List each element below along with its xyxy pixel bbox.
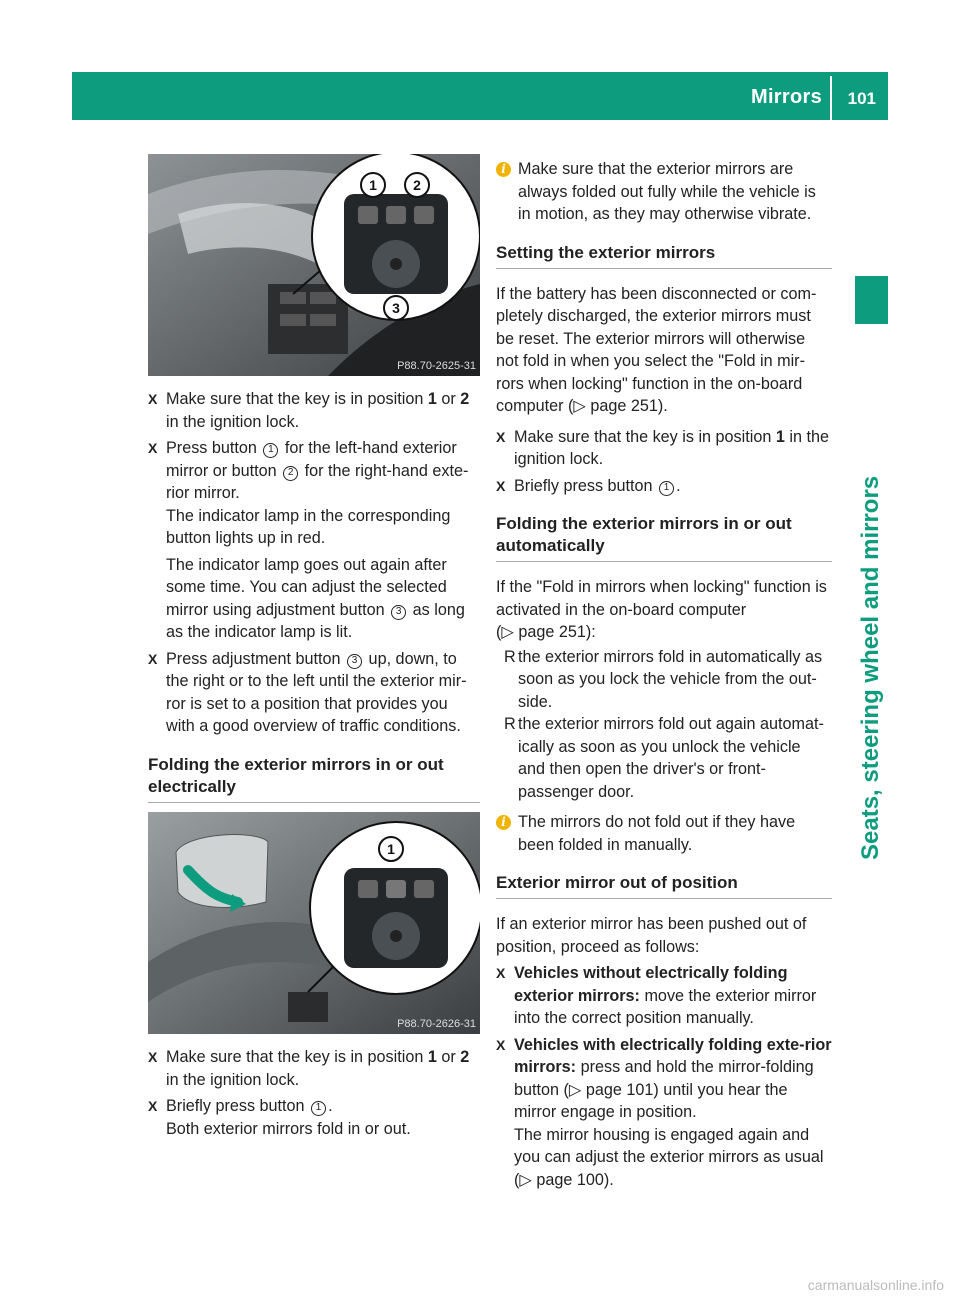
step-item: X Briefly press button 1 . Both exterior mirrors fold in or out. (148, 1097, 411, 1138)
header-divider (830, 76, 832, 120)
section-title: Mirrors (750, 86, 822, 108)
arrow-icon: ▷ (573, 397, 586, 415)
step-item: X Briefly press button 1 . (496, 476, 681, 495)
step-item: X Make sure that the key is in position 1 or 2 in the ignition lock. (148, 1048, 470, 1089)
step-item: X Make sure that the key is in position 1 or 2 in the ignition lock. (148, 390, 470, 431)
callout-2: 2 (404, 172, 430, 198)
chapter-tab (855, 276, 888, 324)
door-mirror-illustration (148, 812, 480, 1034)
paragraph: If the "Fold in mirrors when locking" function is activated in the on-board computer (▷ page 251): (496, 578, 827, 641)
page-header (72, 72, 888, 120)
paragraph: If an exterior mirror has been pushed out of position, proceed as follows: (496, 915, 807, 956)
arrow-icon: ▷ (501, 623, 514, 641)
step-item: X Make sure that the key is in position 1 in the ignition lock. (496, 427, 829, 468)
section-heading: Setting the exterior mirrors (496, 242, 832, 269)
step-item: X Vehicles with electrically folding exte-rior mirrors: press and hold the mirror-folding button (▷ page 101) until you hear the mirror engage in position. The mirror housing is engaged again and you can adjust the exterior mirrors as usual (▷ page 100). (496, 1035, 832, 1189)
arrow-icon: ▷ (519, 1170, 532, 1189)
section-heading: Folding the exterior mirrors in or out electrically (148, 754, 480, 803)
right-column (496, 158, 832, 1195)
list-item: R the exterior mirrors fold in automatically as soon as you lock the vehicle from the out-side. (504, 647, 823, 711)
info-icon: i (496, 815, 511, 830)
watermark: carmanualsonline.info (807, 1276, 944, 1293)
arrow-icon: ▷ (568, 1080, 582, 1099)
step-item: X Vehicles without electrically folding exterior mirrors: move the exterior mirror into the correct position manually. (496, 964, 817, 1027)
figure-code: P88.70-2625-31 (397, 360, 476, 372)
section-heading: Exterior mirror out of position (496, 872, 832, 899)
callout-1: 1 (360, 172, 386, 198)
page-number: 101 (847, 89, 876, 108)
list-item: R the exterior mirrors fold out again automat-ically as soon as you unlock the vehicle and then open the driver's or front-passenger door. (504, 715, 824, 801)
figure-code: P88.70-2626-31 (397, 1018, 476, 1030)
info-note: i Make sure that the exterior mirrors are always folded out fully while the vehicle is in motion, as they may otherwise vibrate. (496, 158, 832, 226)
info-note: i The mirrors do not fold out if they have been folded in manually. (496, 811, 832, 856)
chapter-label: Seats, steering wheel and mirrors (857, 475, 884, 860)
figure-folding-button (148, 812, 480, 1034)
callout-3: 3 (383, 295, 409, 321)
left-column (148, 388, 480, 803)
callout-1: 1 (378, 836, 404, 862)
figure-mirror-switches (148, 154, 480, 376)
door-panel-illustration (148, 154, 480, 376)
info-icon: i (496, 162, 511, 177)
step-item: X Press button 1 for the left-hand exterior mirror or button 2 for the right-hand exte-rior mirror. The indicator lamp in the corresponding button lights up in red. The indicator lamp goes out again after some time. You can adjust the selected mirror using adjustment button 3 as long as the indicator lamp is lit. (148, 439, 469, 641)
paragraph: If the battery has been disconnected or com-pletely discharged, the exterior mirrors must be reset. The exterior mirrors will otherwise not fold in when you select the "Fold in mir-rors when locking" function in the on-board computer (▷ page 251). (496, 284, 817, 415)
left-column-bottom (148, 1046, 480, 1144)
section-heading: Folding the exterior mirrors in or out automatically (496, 513, 832, 562)
step-item: X Press adjustment button 3 up, down, to the right or to the left until the exterior mir-ror is set to a position that provides you with a good overview of traffic conditions. (148, 649, 467, 735)
